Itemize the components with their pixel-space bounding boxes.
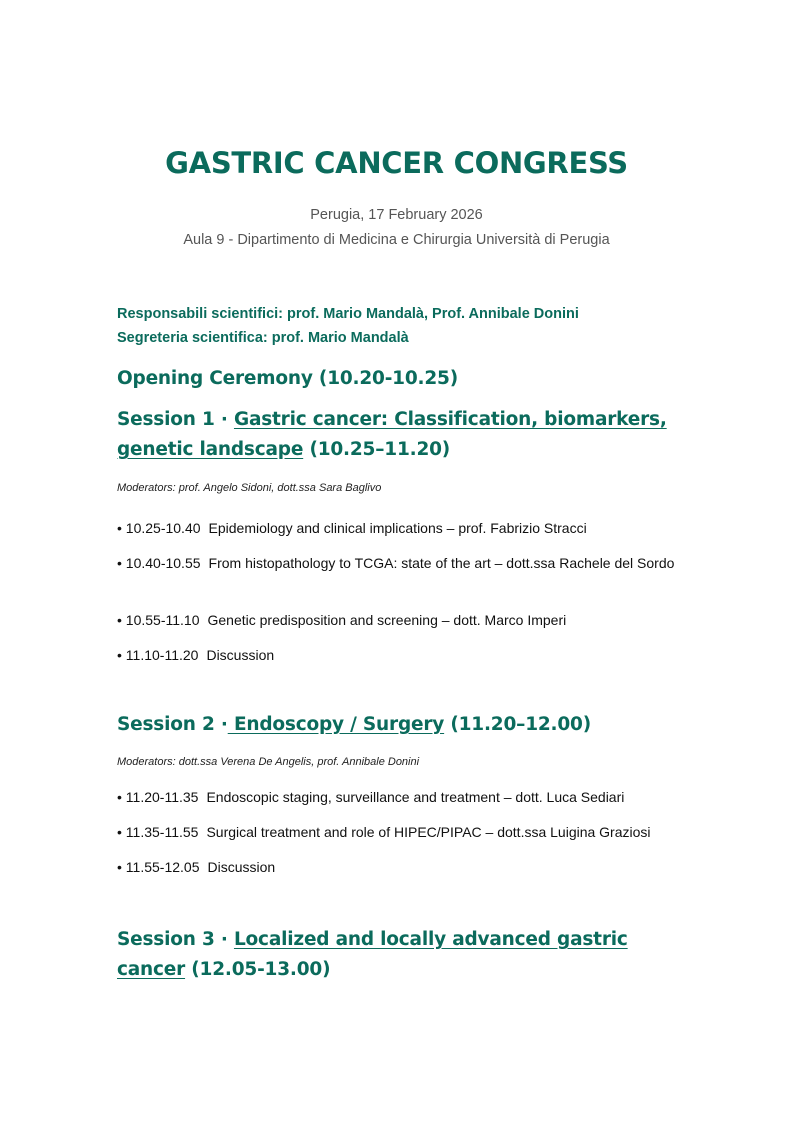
page-title: GASTRIC CANCER CONGRESS — [165, 146, 628, 180]
session-3-link[interactable]: Localized and locally advanced gastric cancer — [117, 929, 628, 980]
session-1-time: (10.25–11.20) — [303, 439, 451, 460]
session-1-moderators: Moderators: prof. Angelo Sidoni, dott.ssa Sara Baglivo — [117, 482, 382, 494]
session-2-prefix: Session 2 · — [117, 714, 228, 735]
scientific-leads: Responsabili scientifici: prof. Mario Mandalà, Prof. Annibale Donini — [117, 306, 579, 322]
session-3-prefix: Session 3 · — [117, 929, 234, 950]
session-1-heading — [117, 405, 687, 465]
item-text: Discussion — [207, 859, 276, 875]
opening-ceremony-heading: Opening Ceremony (10.20-10.25) — [117, 368, 458, 389]
item-time: • 10.55-11.10 — [117, 612, 200, 628]
session-2-time: (11.20–12.00) — [444, 714, 591, 735]
item-text: Genetic predisposition and screening – dott. Marco Imperi — [207, 612, 567, 628]
item-time: • 10.40-10.55 — [117, 555, 201, 571]
session-2-item — [117, 786, 677, 808]
item-time: • 11.35-11.55 — [117, 824, 199, 840]
session-2-item — [117, 821, 677, 843]
item-time: • 11.20-11.35 — [117, 789, 199, 805]
session-1-item — [117, 609, 677, 631]
session-1-link[interactable]: Gastric cancer: Classification, biomarkers, genetic landscape — [117, 409, 667, 460]
item-text: Surgical treatment and role of HIPEC/PIPAC – dott.ssa Luigina Graziosi — [206, 824, 651, 840]
item-text: Epidemiology and clinical implications – prof. Fabrizio Stracci — [208, 520, 587, 536]
session-2-item — [117, 856, 677, 878]
item-text: Endoscopic staging, surveillance and treatment – dott. Luca Sediari — [206, 789, 625, 805]
session-1-item — [117, 552, 677, 574]
scientific-secretariat: Segreteria scientifica: prof. Mario Mandalà — [117, 330, 409, 346]
session-1-item — [117, 517, 677, 539]
session-2-heading — [117, 710, 687, 740]
session-2-link[interactable]: Endoscopy / Surgery — [227, 714, 445, 735]
item-text: Discussion — [206, 647, 275, 663]
item-time: • 11.10-11.20 — [117, 647, 199, 663]
date-place: Perugia, 17 February 2026 — [310, 207, 483, 223]
item-text: From histopathology to TCGA: state of the art – dott.ssa Rachele del Sordo — [208, 555, 675, 571]
item-time: • 10.25-10.40 — [117, 520, 201, 536]
venue: Aula 9 - Dipartimento di Medicina e Chirurgia Università di Perugia — [183, 232, 610, 248]
session-3-heading — [117, 925, 687, 985]
session-1-prefix: Session 1 · — [117, 409, 234, 430]
session-2-moderators: Moderators: dott.ssa Verena De Angelis, prof. Annibale Donini — [117, 756, 420, 768]
session-3-time: (12.05-13.00) — [185, 959, 331, 980]
item-time: • 11.55-12.05 — [117, 859, 200, 875]
session-1-item — [117, 644, 677, 666]
